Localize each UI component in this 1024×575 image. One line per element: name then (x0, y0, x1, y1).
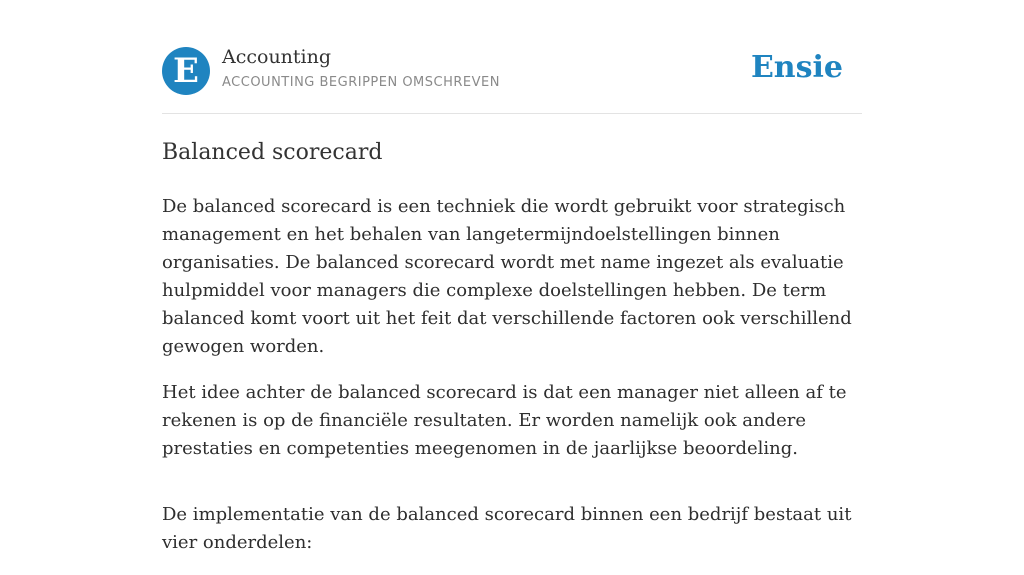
brand-logo[interactable]: Ensie (750, 50, 843, 85)
article-paragraph: De implementatie van de balanced scorecard binnen een bedrijf bestaat uit vier onderdelen: (162, 504, 852, 553)
article-title: Balanced scorecard (162, 140, 383, 165)
site-title[interactable]: Accounting (222, 46, 332, 68)
site-header (162, 0, 862, 114)
article (162, 137, 862, 575)
article-paragraph: De balanced scorecard is een techniek die wordt gebruikt voor strategisch management en het behalen van langetermijndoelstellingen binnen organisaties. De balanced scorecard wordt met name ingezet als evaluatie hulpmiddel voor managers die complexe doelstellingen hebben. De term balanced komt voort uit het feit dat verschillende factoren ook verschillend gewogen worden. (162, 196, 852, 357)
ensie-logo-icon[interactable]: E (162, 47, 210, 95)
article-paragraph: Het idee achter de balanced scorecard is dat een manager niet alleen af te rekenen is op de financiële resultaten. Er worden namelijk ook andere prestaties en competenties meegenomen in de jaarlijkse beoordeling. (162, 382, 847, 459)
site-subtitle: ACCOUNTING BEGRIPPEN OMSCHREVEN (222, 75, 500, 90)
